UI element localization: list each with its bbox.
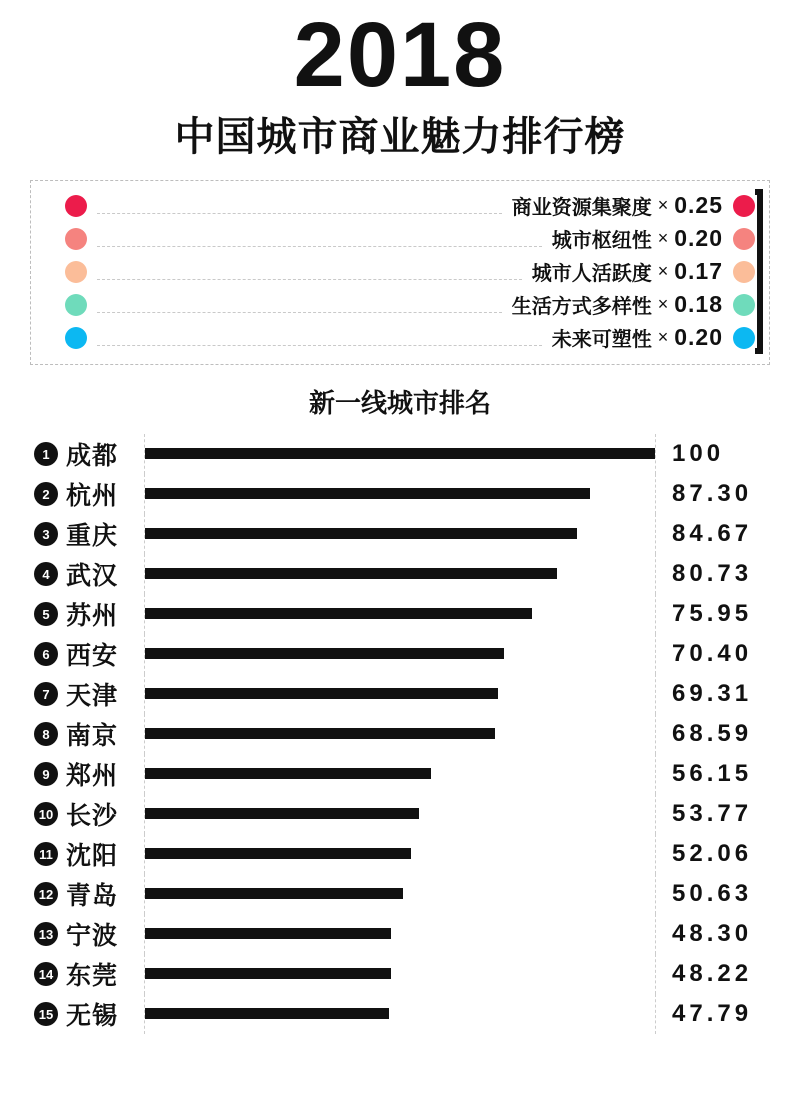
legend-leader-line: [97, 330, 542, 346]
legend-weight: 0.25: [674, 192, 723, 219]
legend-label: 城市枢纽性: [551, 228, 652, 253]
legend-multiply-sign: ×: [657, 195, 669, 216]
city-label: 南京: [66, 721, 119, 751]
chart-row: [34, 994, 800, 1034]
legend-leader-line: [97, 231, 542, 247]
city-label: 郑州: [66, 761, 119, 791]
value-label: 53.77: [672, 800, 753, 828]
legend-weight: 0.17: [674, 258, 723, 285]
bar-track: [144, 434, 656, 474]
legend-color-dot: [65, 195, 87, 217]
legend-leader-line: [97, 264, 522, 280]
legend-label: 城市人活跃度: [531, 261, 652, 286]
ranking-chart: [0, 434, 800, 1034]
city-label: 苏州: [66, 601, 119, 631]
chart-row: [34, 714, 800, 754]
city-label: 宁波: [66, 921, 119, 951]
legend-item: [45, 189, 755, 222]
rank-badge: 2: [34, 482, 58, 506]
legend-multiply-sign: ×: [657, 261, 669, 282]
chart-row: [34, 434, 800, 474]
legend-weight: 0.20: [674, 324, 723, 351]
legend-weight: 0.20: [674, 225, 723, 252]
bar-track: [144, 994, 656, 1034]
chart-row: [34, 794, 800, 834]
city-label: 沈阳: [66, 841, 119, 871]
chart-row: [34, 834, 800, 874]
value-bar: [145, 608, 532, 619]
rank-badge: 14: [34, 962, 58, 986]
legend-leader-line: [97, 297, 502, 313]
legend-weight: 0.18: [674, 291, 723, 318]
value-bar: [145, 888, 403, 899]
value-label: 100: [672, 440, 725, 468]
legend-item: [45, 288, 755, 321]
city-label: 重庆: [66, 521, 119, 551]
bar-track: [144, 594, 656, 634]
rank-badge: 5: [34, 602, 58, 626]
value-bar: [145, 1008, 389, 1019]
value-label: 68.59: [672, 720, 753, 748]
value-label: 52.06: [672, 840, 753, 868]
bar-track: [144, 634, 656, 674]
city-label: 武汉: [66, 561, 119, 591]
value-label: 70.40: [672, 640, 753, 668]
chart-row: [34, 754, 800, 794]
value-bar: [145, 928, 391, 939]
value-bar: [145, 528, 577, 539]
value-bar: [145, 808, 419, 819]
chart-row: [34, 514, 800, 554]
value-bar: [145, 448, 655, 459]
legend-color-dot: [65, 228, 87, 250]
chart-row: [34, 674, 800, 714]
value-label: 69.31: [672, 680, 753, 708]
city-label: 无锡: [66, 1001, 119, 1031]
chart-row: [34, 914, 800, 954]
page-title: [0, 0, 800, 162]
value-label: 80.73: [672, 560, 753, 588]
value-bar: [145, 848, 411, 859]
bar-track: [144, 954, 656, 994]
subtitle-heading: 中国城市商业魅力排行榜: [174, 114, 626, 161]
bar-track: [144, 754, 656, 794]
value-label: 75.95: [672, 600, 753, 628]
rank-badge: 10: [34, 802, 58, 826]
legend-panel: [30, 180, 770, 365]
value-bar: [145, 568, 557, 579]
value-label: 87.30: [672, 480, 753, 508]
bar-track: [144, 914, 656, 954]
chart-row: [34, 554, 800, 594]
legend-multiply-sign: ×: [657, 228, 669, 249]
chart-row: [34, 954, 800, 994]
value-label: 48.22: [672, 960, 753, 988]
bar-track: [144, 834, 656, 874]
chart-row: [34, 594, 800, 634]
rank-badge: 11: [34, 842, 58, 866]
legend-label: 商业资源集聚度: [511, 195, 652, 220]
bar-track: [144, 554, 656, 594]
value-bar: [145, 648, 504, 659]
legend-color-dot: [65, 327, 87, 349]
city-label: 成都: [66, 441, 119, 471]
rank-badge: 8: [34, 722, 58, 746]
rank-badge: 13: [34, 922, 58, 946]
city-label: 西安: [66, 641, 119, 671]
legend-label: 生活方式多样性: [511, 294, 652, 319]
rank-badge: 12: [34, 882, 58, 906]
rank-badge: 3: [34, 522, 58, 546]
value-bar: [145, 688, 498, 699]
value-label: 48.30: [672, 920, 753, 948]
value-label: 56.15: [672, 760, 753, 788]
bar-track: [144, 714, 656, 754]
bar-track: [144, 514, 656, 554]
rank-badge: 7: [34, 682, 58, 706]
rank-badge: 4: [34, 562, 58, 586]
legend-color-dot: [65, 294, 87, 316]
value-label: 50.63: [672, 880, 753, 908]
bar-track: [144, 874, 656, 914]
bar-track: [144, 474, 656, 514]
legend-multiply-sign: ×: [657, 294, 669, 315]
chart-row: [34, 634, 800, 674]
rank-badge: 1: [34, 442, 58, 466]
city-label: 东莞: [66, 961, 119, 991]
legend-color-dot: [65, 261, 87, 283]
legend-multiply-sign: ×: [657, 327, 669, 348]
value-label: 84.67: [672, 520, 753, 548]
legend-item: [45, 222, 755, 255]
section-heading: 新一线城市排名: [308, 389, 491, 420]
year-heading: 2018: [293, 4, 507, 106]
bracket-icon: [747, 189, 763, 354]
chart-row: [34, 874, 800, 914]
city-label: 天津: [66, 681, 119, 711]
bar-track: [144, 794, 656, 834]
rank-badge: 6: [34, 642, 58, 666]
bar-track: [144, 674, 656, 714]
rank-badge: 9: [34, 762, 58, 786]
city-label: 杭州: [66, 481, 119, 511]
legend-leader-line: [97, 198, 502, 214]
city-label: 长沙: [66, 801, 119, 831]
legend-item: [45, 255, 755, 288]
chart-row: [34, 474, 800, 514]
rank-badge: 15: [34, 1002, 58, 1026]
value-bar: [145, 728, 495, 739]
legend-label: 未来可塑性: [551, 327, 652, 352]
legend-item: [45, 321, 755, 354]
city-label: 青岛: [66, 881, 119, 911]
value-bar: [145, 488, 590, 499]
value-bar: [145, 768, 431, 779]
value-label: 47.79: [672, 1000, 753, 1028]
value-bar: [145, 968, 391, 979]
